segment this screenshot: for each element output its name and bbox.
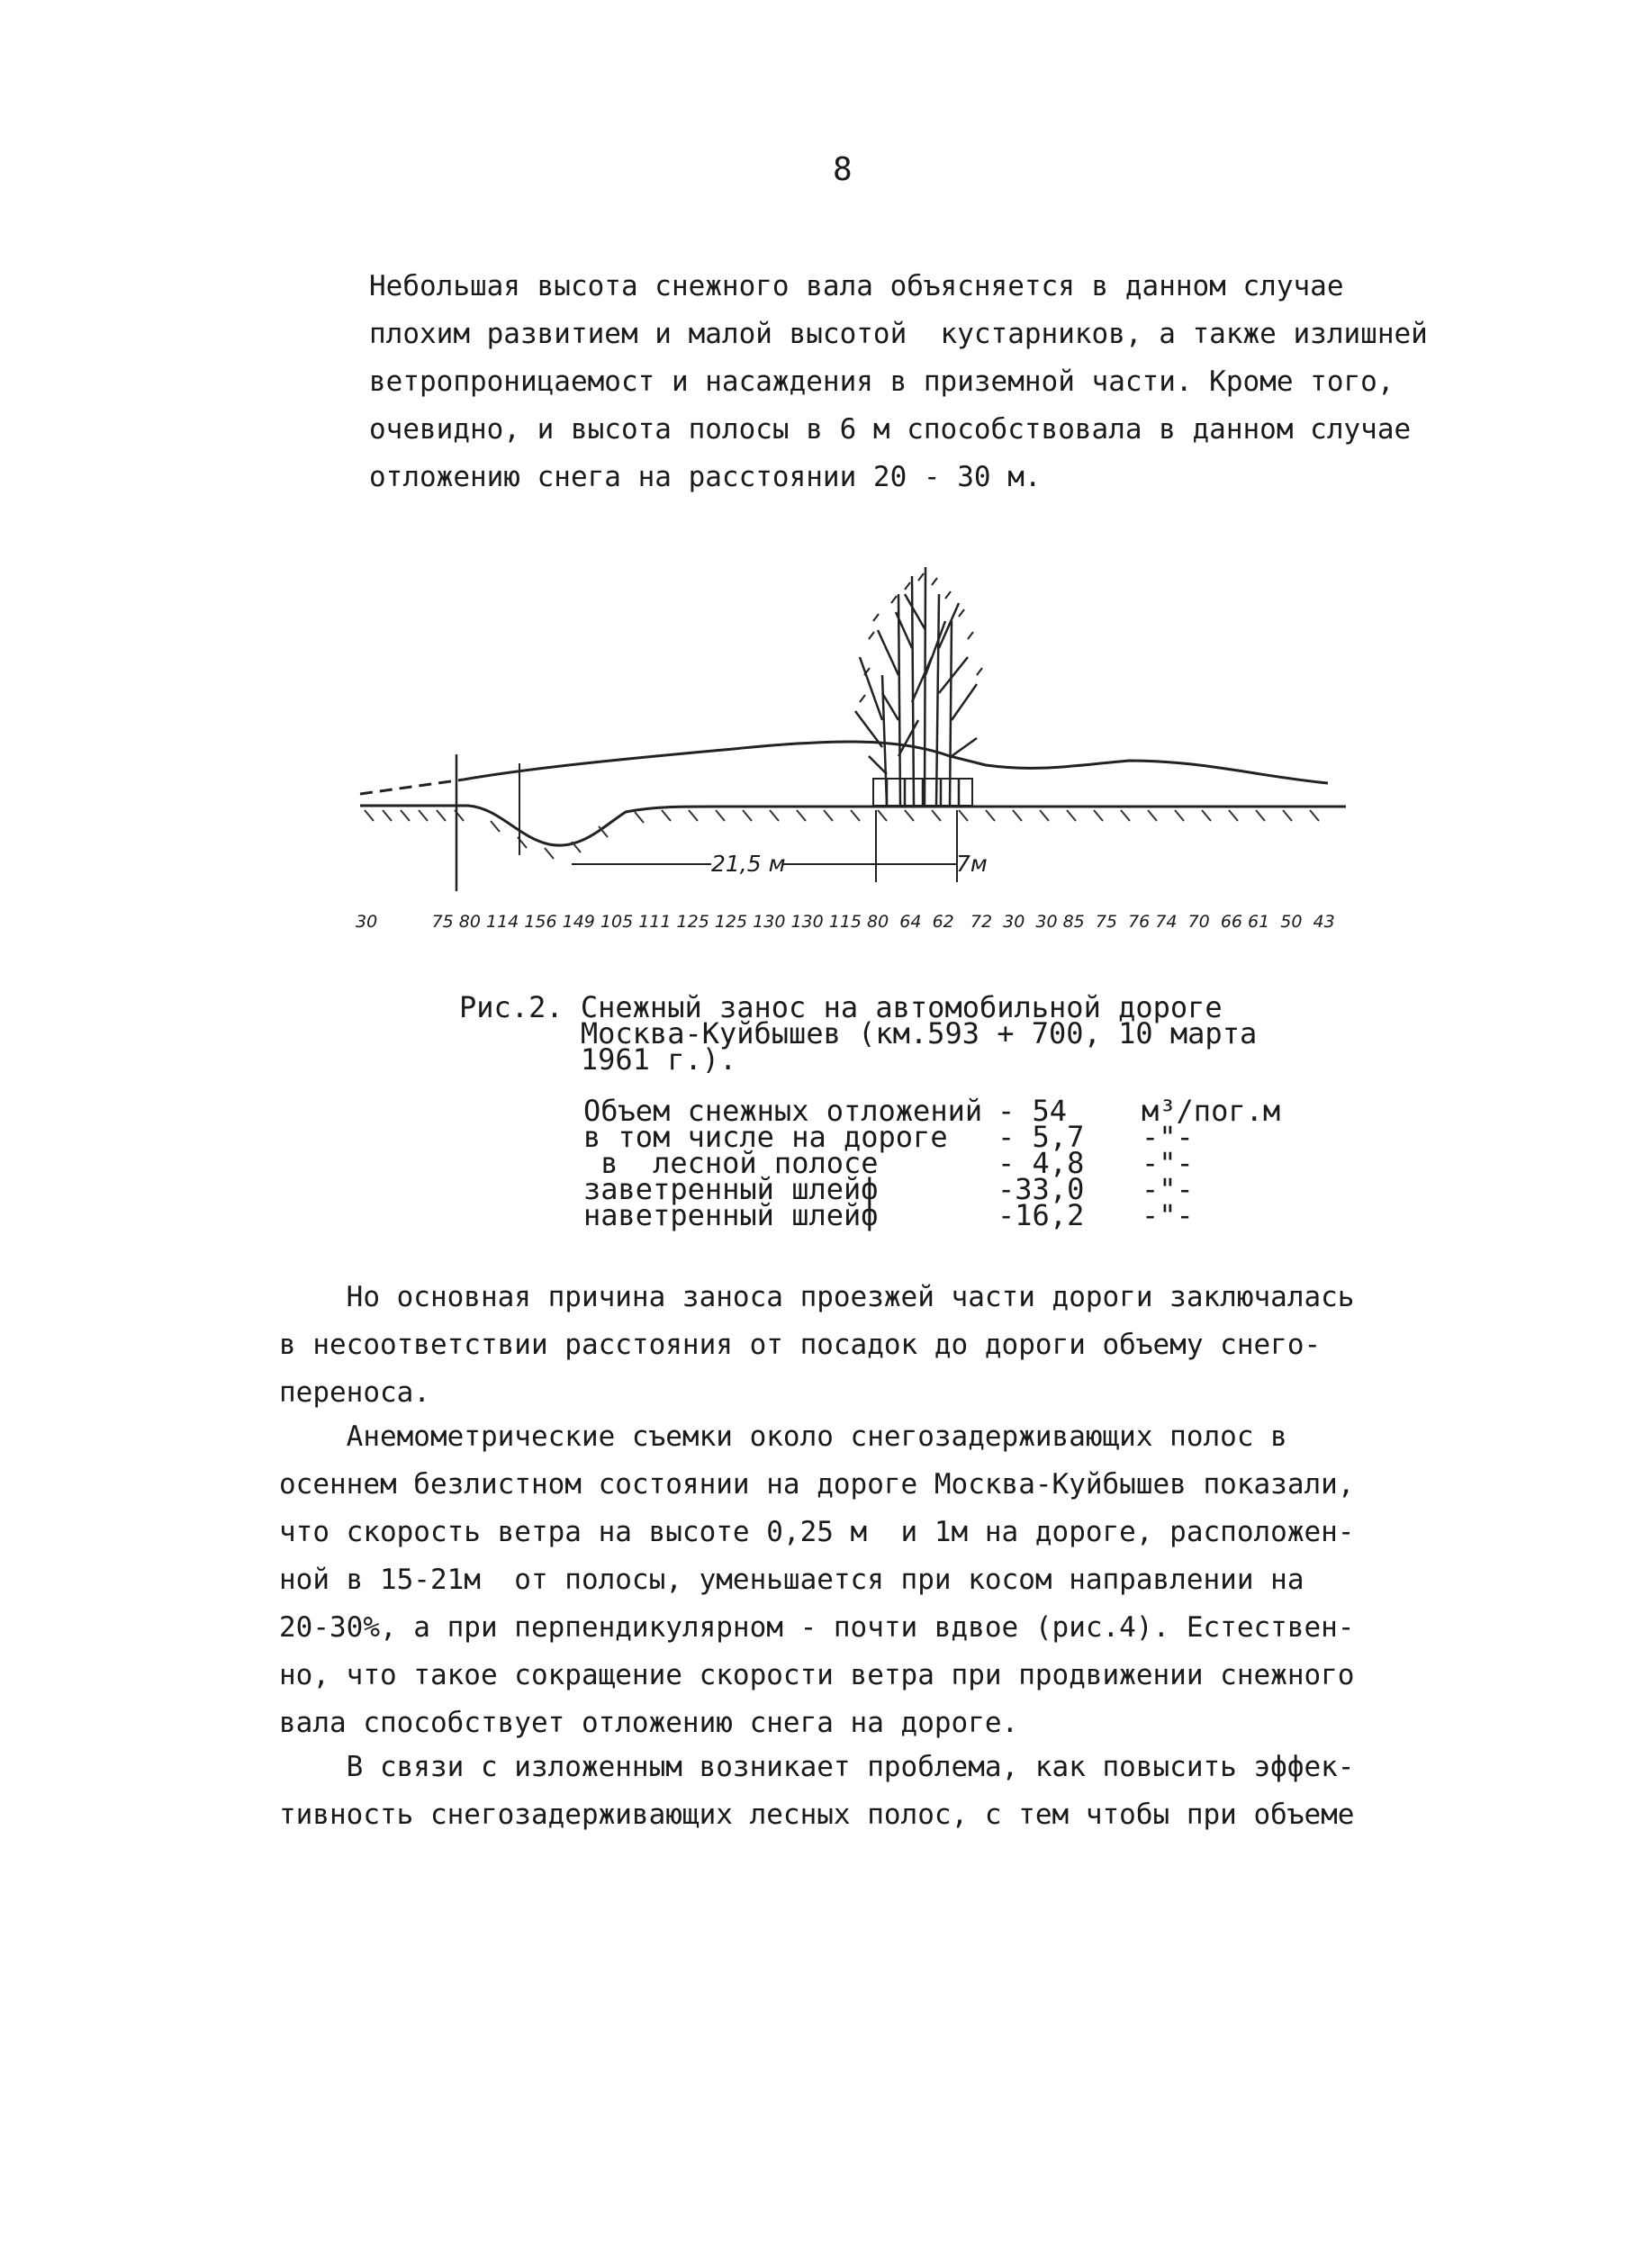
text-line: осеннем безлистном состоянии на дороге Москва-Куйбышев показали, (279, 1468, 1355, 1501)
snow-surface-line (464, 742, 1328, 783)
volume-label: в лесной полосе (583, 1146, 879, 1180)
volume-value: -33,0 (998, 1172, 1085, 1206)
volume-value: - 4,8 (998, 1146, 1085, 1180)
text-line: переноса. (279, 1376, 430, 1409)
text-line: очевидно, и высота полосы в 6 м способствовала в данном случае (369, 413, 1412, 446)
text-line: плохим развитием и малой высотой кустарников, а также излишней (369, 318, 1428, 350)
text-line: но, что такое сокращение скорости ветра при продвижении снежного (279, 1659, 1355, 1691)
distance-label-belt: 7м (956, 851, 988, 877)
volume-unit: -"- (1142, 1172, 1194, 1206)
caption-line: Рис.2. Снежный занос на автомобильной дороге (459, 990, 1223, 1024)
volume-row (583, 1198, 1280, 1232)
volume-label: в том числе на дороге (583, 1120, 948, 1154)
volume-value: - 5,7 (998, 1120, 1085, 1154)
snow-depth-values: 30 75 80 114 156 149 105 111 125 125 130 130 115 80 64 62 72 30 30 85 75 76 74 70 66 61 50 43 (356, 912, 1335, 932)
paragraph-1 (369, 263, 1539, 501)
text-line: ветропроницаемост и насаждения в приземной части. Кроме того, (369, 365, 1395, 398)
volume-unit: м³/пог.м (1142, 1094, 1281, 1128)
text-line: в несоответствии расстояния от посадок до дороги объему снего- (279, 1329, 1322, 1361)
figure-caption (459, 990, 1258, 1077)
text-line: 20-30%, а при перпендикулярном - почти вдвое (рис.4). Естествен- (279, 1611, 1355, 1644)
text-line: Анемометрические съемки около снегозадерживающих полос в (279, 1420, 1287, 1453)
caption-line: Москва-Куйбышев (км.593 + 700, 10 марта (459, 1016, 1258, 1050)
volume-label: заветренный шлейф (583, 1172, 879, 1206)
text-line: отложению снега на расстоянии 20 - 30 м. (369, 461, 1042, 493)
volume-label: наветренный шлейф (583, 1198, 879, 1232)
snowdrift-cross-section (356, 540, 1364, 936)
text-line: Но основная причина заноса проезжей части дороги заключалась (279, 1281, 1355, 1313)
volume-value: -16,2 (998, 1198, 1085, 1232)
volume-unit: -"- (1142, 1120, 1194, 1154)
text-line: тивность снегозадерживающих лесных полос, с тем чтобы при объеме (279, 1799, 1355, 1831)
text-line: ной в 15-21м от полосы, уменьшается при косом направлении на (279, 1564, 1304, 1596)
snowdrift-figure (356, 540, 1364, 936)
caption-line: 1961 г.). (459, 1042, 737, 1077)
paragraph-3 (279, 1413, 1449, 1747)
volume-value: - 54 (998, 1094, 1068, 1128)
ground-hatching (365, 810, 1319, 859)
text-line: вала способствует отложению снега на дороге. (279, 1707, 1019, 1739)
tree-belt (855, 567, 982, 806)
paragraph-4 (279, 1744, 1449, 1839)
page-number: 8 (833, 151, 853, 188)
volume-unit: -"- (1142, 1146, 1194, 1180)
text-line: Небольшая высота снежного вала объясняется в данном случае (369, 270, 1344, 302)
distance-label-road: 21,5 м (711, 851, 786, 877)
text-line: В связи с изложенным возникает проблема, как повысить эффек- (279, 1751, 1355, 1783)
volume-label: Объем снежных отложений (583, 1094, 983, 1128)
text-line: что скорость ветра на высоте 0,25 м и 1м на дороге, расположен- (279, 1516, 1355, 1548)
volume-unit: -"- (1142, 1198, 1194, 1232)
snow-surface-dashed (360, 780, 464, 794)
paragraph-2 (279, 1274, 1449, 1417)
snow-volume-table (583, 1094, 1281, 1232)
